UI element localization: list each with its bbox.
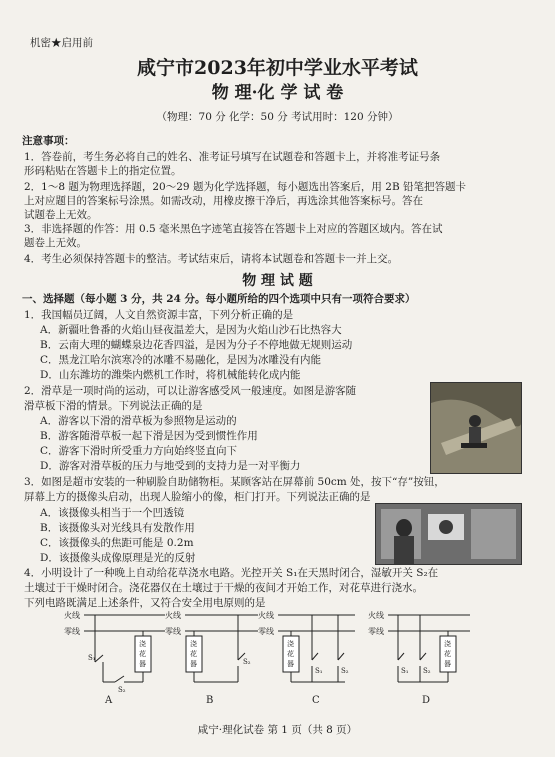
fire-line-label: 火线 (165, 611, 181, 620)
svg-text:浇: 浇 (190, 640, 197, 648)
option-a: A．新疆吐鲁番的火焰山昼夜温差大，是因为火焰山沙石比热容大 (40, 324, 342, 336)
switch-s1-label: S₁ (401, 667, 409, 675)
fire-line-label: 火线 (258, 611, 274, 620)
fire-line-label: 火线 (368, 611, 384, 620)
option-label: A (105, 695, 113, 705)
switch-s2-label: S₂ (243, 658, 251, 666)
question-stem: 4．小明设计了一种晚上自动给花草浇水电路。光控开关 S₁在天黑时闭合，湿敏开关 S₂在 (24, 567, 439, 579)
circuit-b (165, 610, 258, 705)
switch-s1-label: S₁ (315, 667, 323, 675)
option-b: B．游客随滑草板一起下滑是因为受到惯性作用 (40, 430, 258, 442)
svg-text:花: 花 (139, 650, 146, 658)
question-stem: 滑草板下滑的情景。下列说法正确的是 (24, 400, 203, 412)
option-label: D (422, 695, 431, 705)
circuit-d (368, 610, 470, 705)
section-title: 物 理 试 题 (242, 273, 313, 289)
note-line: 上对应题目的答案标号涂黑。如需改动，用橡皮擦干净后，再选涂其他答案标号。答在 (24, 195, 423, 207)
svg-text:浇: 浇 (139, 640, 146, 648)
option-label: B (206, 695, 214, 705)
option-b: B．云南大理的蝴蝶泉边花香四溢，是因为分子不停地做无规则运动 (40, 339, 353, 351)
option-c: C．游客下滑时所受重力方向始终竖直向下 (40, 445, 238, 457)
switch-s2-label: S₂ (341, 667, 349, 675)
switch-s2-label: S₂ (118, 686, 126, 694)
svg-text:花: 花 (444, 650, 451, 658)
svg-text:器: 器 (190, 660, 197, 668)
note-line: 4．考生必须保持答题卡的整洁。考试结束后，请将本试题卷和答题卡一并上交。 (24, 253, 399, 265)
svg-text:器: 器 (287, 660, 294, 668)
option-a: A．该摄像头相当于一个凹透镜 (40, 507, 185, 519)
option-c: C．黑龙江哈尔滨寒冷的冰雕不易融化，是因为冰雕没有内能 (40, 354, 322, 366)
question-stem: 土壤过于干燥时闭合。浇花器仅在土壤过于干燥的夜间才开始工作，对花草进行浇水。 (24, 582, 423, 594)
notes-heading: 注意事项： (22, 135, 75, 147)
confidential-mark: 机密★启用前 (30, 37, 93, 49)
option-c: C．该摄像头的焦距可能是 0.2m (40, 537, 194, 549)
paper-subtitle: 物 理·化 学 试 卷 (211, 83, 344, 103)
svg-text:花: 花 (190, 650, 197, 658)
question-stem: 2．滑草是一项时尚的运动，可以让游客感受风一般速度。如图是游客随 (24, 385, 357, 397)
note-line: 题卷上无效。 (24, 237, 87, 249)
circuit-diagrams (0, 610, 555, 705)
question-stem: 3．如图是超市安装的一种刷脸自助储物柜。某顾客站在屏幕前 50cm 处，按下“存”按钮， (24, 476, 445, 488)
note-line: 3．非选择题的作答：用 0.5 毫米黑色字迹笔直接答在答题卡上对应的答题区域内。答在试 (24, 223, 443, 235)
question-stem: 下列电路既满足上述条件，又符合安全用电原则的是 (24, 597, 266, 609)
option-b: B．该摄像头对光线具有发散作用 (40, 522, 195, 534)
exam-title: 咸宁市2023年初中学业水平考试 (137, 57, 418, 79)
svg-text:器: 器 (139, 660, 146, 668)
svg-text:花: 花 (287, 650, 294, 658)
neutral-line-label: 零线 (165, 627, 181, 636)
grass-slide-photo (430, 382, 522, 474)
part-heading: 一、选择题（每小题 3 分，共 24 分。每小题所给的四个选项中只有一项符合要求） (22, 293, 416, 305)
question-stem: 屏幕上方的摄像头启动，出现人脸缩小的像，柜门打开。下列说法正确的是 (24, 491, 371, 503)
switch-s2-label: S₂ (423, 667, 431, 675)
page-footer: 咸宁·理化试卷 第 1 页（共 8 页） (197, 724, 358, 736)
circuit-c (258, 610, 355, 705)
option-d: D．该摄像头成像原理是光的反射 (40, 552, 196, 564)
note-line: 形码粘贴在答题卡上的指定位置。 (24, 165, 182, 177)
neutral-line-label: 零线 (258, 627, 274, 636)
score-info: （物理：70 分 化学：50 分 考试用时：120 分钟） (156, 111, 399, 123)
face-locker-photo (375, 503, 522, 565)
note-line: 试题卷上无效。 (24, 209, 98, 221)
option-d: D．山东潍坊的潍柴内燃机工作时，将机械能转化成内能 (40, 369, 301, 381)
svg-text:浇: 浇 (444, 640, 451, 648)
switch-s1-label: S₁ (88, 654, 96, 662)
circuit-a (64, 610, 165, 705)
neutral-line-label: 零线 (64, 627, 80, 636)
note-line: 2．1～8 题为物理选择题，20～29 题为化学选择题，每小题选出答案后，用 2B 铅笔把答题卡 (24, 181, 467, 193)
question-stem: 1．我国幅员辽阔，人文自然资源丰富，下列分析正确的是 (24, 309, 294, 321)
note-line: 1．答卷前，考生务必将自己的姓名、准考证号填写在试题卷和答题卡上，并将准考证号条 (24, 151, 441, 163)
svg-text:器: 器 (444, 660, 451, 668)
option-d: D．游客对滑草板的压力与地受到的支持力是一对平衡力 (40, 460, 301, 472)
option-a: A．游客以下滑的滑草板为参照物是运动的 (40, 415, 237, 427)
neutral-line-label: 零线 (368, 627, 384, 636)
fire-line-label: 火线 (64, 611, 80, 620)
option-label: C (312, 695, 320, 705)
svg-text:浇: 浇 (287, 640, 294, 648)
